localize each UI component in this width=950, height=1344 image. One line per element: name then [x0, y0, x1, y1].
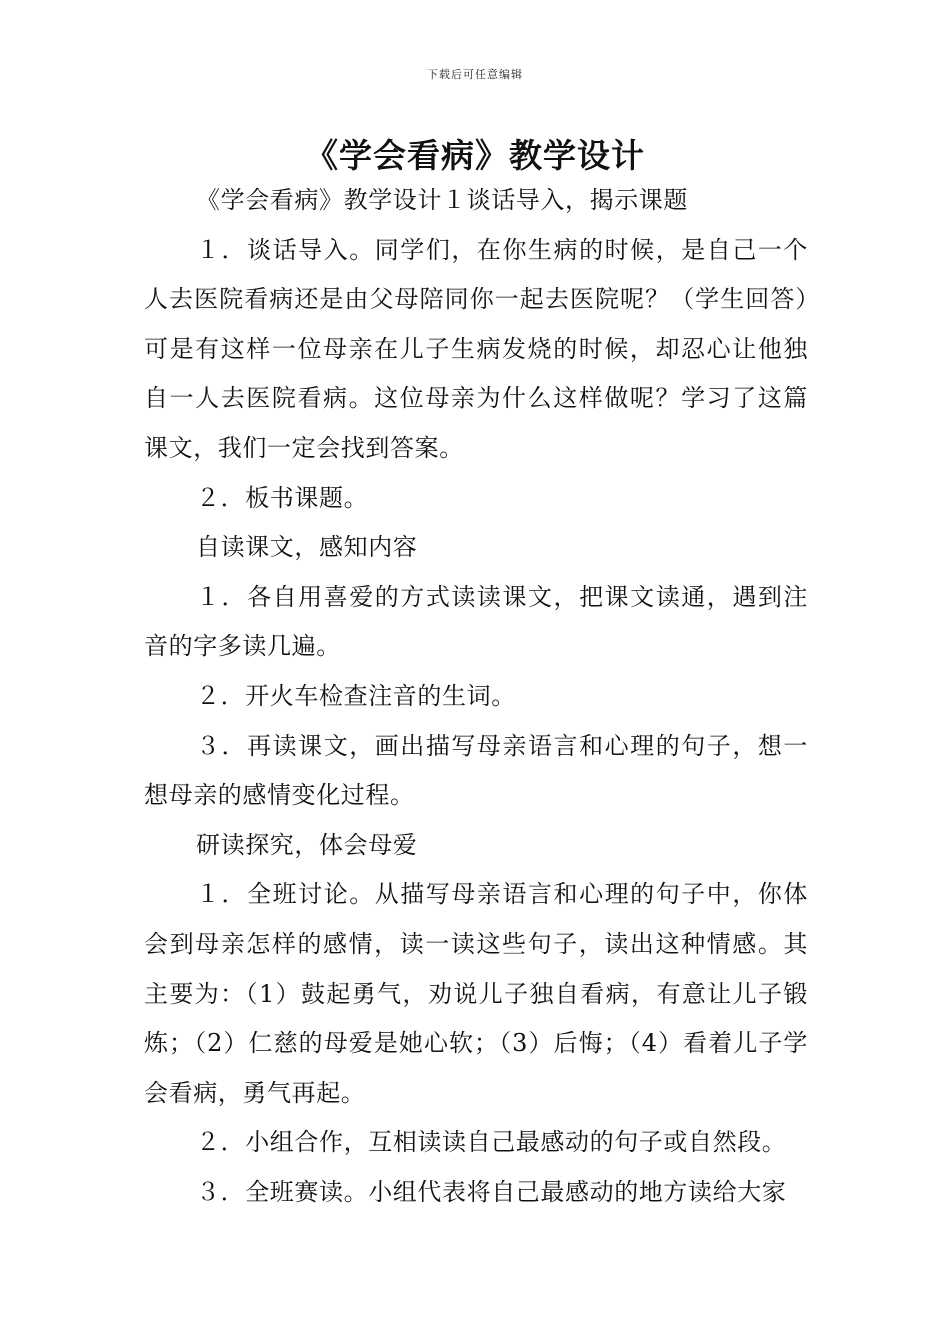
paragraph: ３．全班赛读。小组代表将自己最感动的地方读给大家 [196, 1177, 787, 1206]
section-heading: 研读探究，体会母爱 [196, 830, 418, 859]
paragraph: ２．开火车检查注音的生词。 [196, 681, 516, 710]
header-note: 下载后可任意编辑 [427, 68, 523, 81]
paragraph: １．谈话导入。同学们，在你生病的时候，是自己一个人去医院看病还是由父母陪同你一起去医院呢？（学生回答）可是有这样一位母亲在儿子生病发烧的时候，却忍心让他独自一人去医院看病。这位母亲为什么这样做呢？学习了这篇课文，我们一定会找到答案。 [144, 235, 808, 462]
paragraph: ２．板书课题。 [196, 483, 369, 512]
document-body [144, 176, 808, 1217]
paragraph-intro-heading: 《学会看病》教学设计１谈话导入，揭示课题 [196, 186, 688, 214]
paragraph: ３．再读课文，画出描写母亲语言和心理的句子，想一想母亲的感情变化过程。 [144, 731, 808, 810]
paragraph: １．各自用喜爱的方式读读课文，把课文读通，遇到注音的字多读几遍。 [144, 582, 808, 661]
section-heading: 自读课文，感知内容 [196, 533, 418, 562]
paragraph: ２．小组合作，互相读读自己最感动的句子或自然段。 [196, 1128, 787, 1157]
document-title: 《学会看病》教学设计 [305, 136, 645, 175]
paragraph: １．全班讨论。从描写母亲语言和心理的句子中，你体会到母亲怎样的感情，读一读这些句子，读出这种情感。其主要为：（1）鼓起勇气，劝说儿子独自看病，有意让儿子锻炼；（2）仁慈的母爱是她心软；（3）后悔；（4）看着儿子学会看病，勇气再起。 [144, 880, 808, 1107]
